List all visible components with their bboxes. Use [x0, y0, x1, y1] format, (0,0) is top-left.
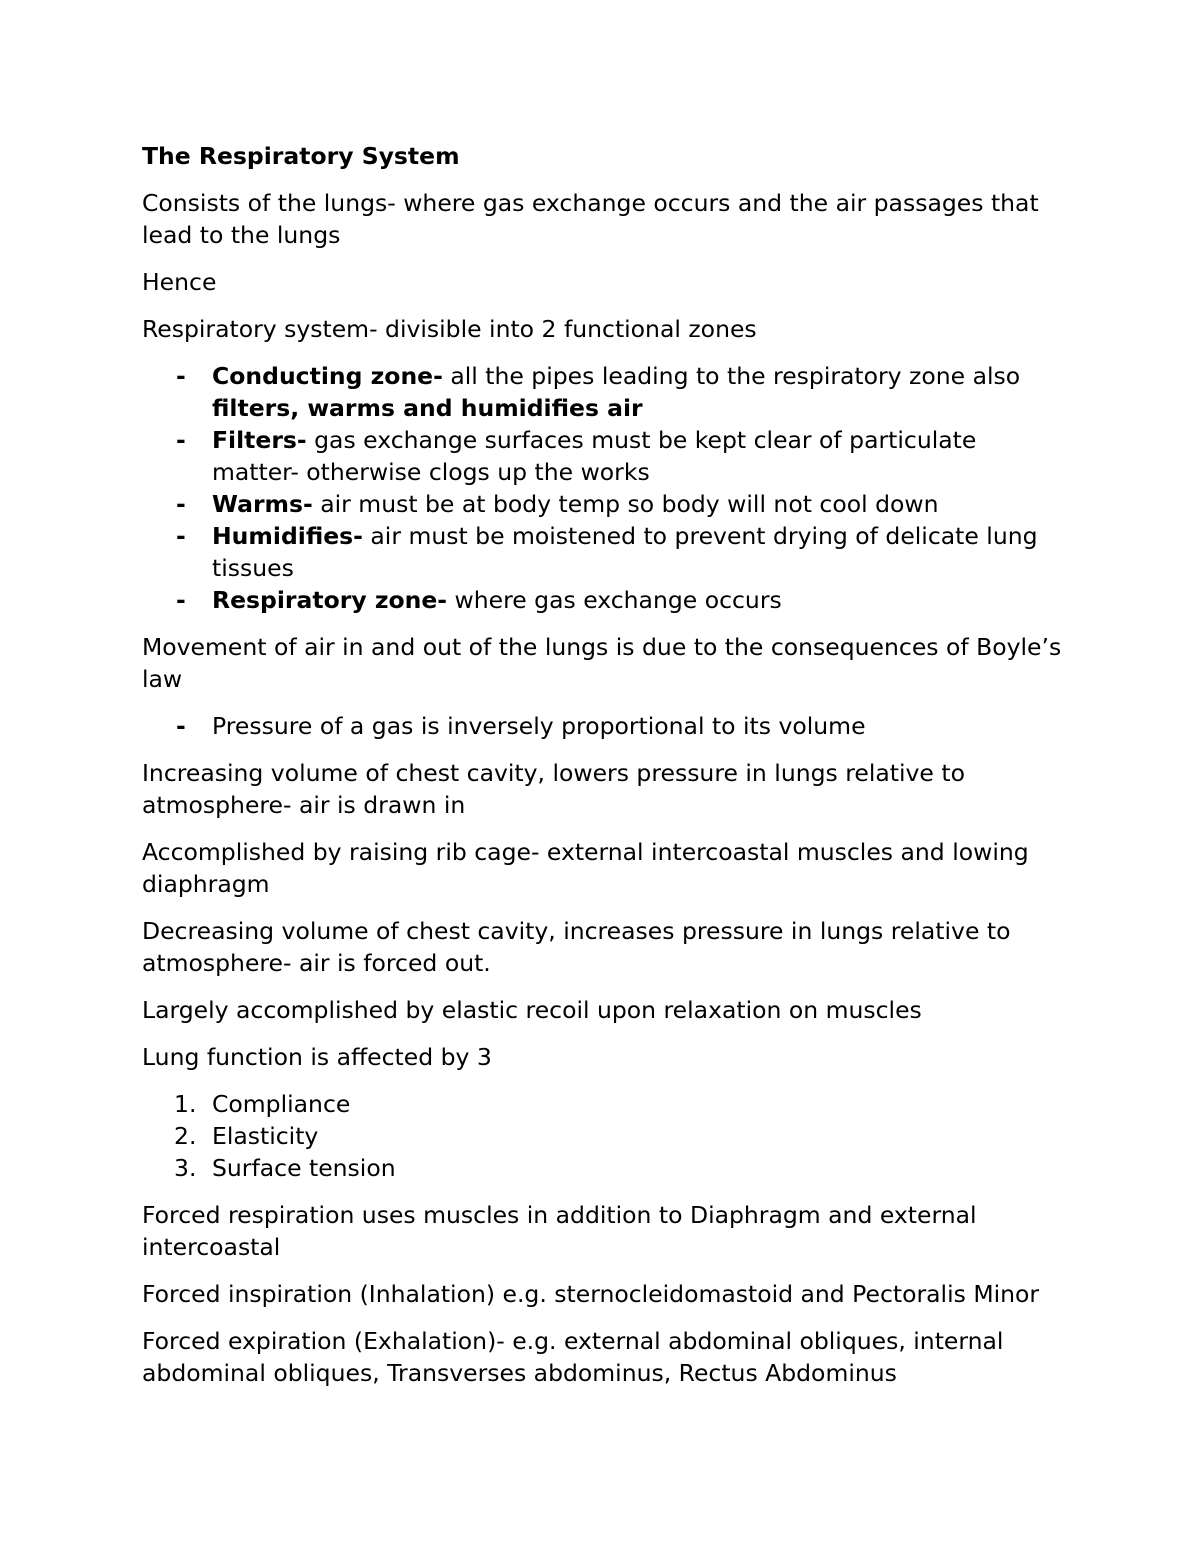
paragraph-functional-zones: Respiratory system- divisible into 2 functional zones [142, 315, 757, 343]
list-item-conducting-zone [142, 360, 1062, 424]
list-item-surface-tension [142, 1152, 1062, 1184]
term-conducting-zone: Conducting zone- [212, 362, 443, 390]
paragraph-boyles-law: Movement of air in and out of the lungs is due to the consequences of Boyle’s law [142, 633, 1062, 693]
list-item-compliance [142, 1088, 1062, 1120]
term-humidifies: Humidifies- [212, 522, 363, 550]
list-item-pressure [142, 710, 1062, 742]
document-page [142, 140, 1062, 1404]
paragraph-forced-expiration: Forced expiration (Exhalation)- e.g. external abdominal obliques, internal abdominal obliques, Transverses abdominus, Rectus Abdominus [142, 1327, 1004, 1387]
list-item-filters [142, 424, 1062, 488]
dash-bullet: - [176, 586, 186, 614]
list-item-text: all the pipes leading to the respiratory zone also [442, 362, 1021, 390]
dash-bullet: - [176, 362, 186, 390]
list-item-humidifies [142, 520, 1062, 584]
document-title: The Respiratory System [142, 142, 460, 170]
list-item-text: air must be moistened to prevent drying of delicate lung tissues [212, 522, 1038, 582]
term-filters: Filters- [212, 426, 307, 454]
list-item-text: Elasticity [212, 1122, 319, 1150]
term-filters-warms-humidifies: filters, warms and humidifies air [212, 394, 643, 422]
list-item-text: air must be at body temp so body will not cool down [312, 490, 939, 518]
paragraph-increasing-volume: Increasing volume of chest cavity, lowers pressure in lungs relative to atmosphere- air is drawn in [142, 759, 965, 819]
list-item-elasticity [142, 1120, 1062, 1152]
list-item-text: Surface tension [212, 1154, 396, 1182]
list-item-text: Pressure of a gas is inversely proportional to its volume [212, 712, 866, 740]
term-respiratory-zone: Respiratory zone- [212, 586, 448, 614]
paragraph-forced-inspiration: Forced inspiration (Inhalation) e.g. sternocleidomastoid and Pectoralis Minor [142, 1280, 1040, 1308]
dash-bullet: - [176, 490, 186, 518]
list-item-text: gas exchange surfaces must be kept clear of particulate matter- otherwise clogs up the works [212, 426, 977, 486]
number-marker: 3. [174, 1154, 197, 1182]
paragraph-elastic-recoil: Largely accomplished by elastic recoil upon relaxation on muscles [142, 996, 922, 1024]
boyle-list [142, 710, 1062, 742]
zones-list [142, 360, 1062, 616]
dash-bullet: - [176, 712, 186, 740]
list-item-text: where gas exchange occurs [447, 586, 782, 614]
term-warms: Warms- [212, 490, 313, 518]
number-marker: 1. [174, 1090, 197, 1118]
paragraph-lung-function: Lung function is affected by 3 [142, 1043, 492, 1071]
dash-bullet: - [176, 426, 186, 454]
factors-list [142, 1088, 1062, 1184]
paragraph-forced-respiration: Forced respiration uses muscles in addition to Diaphragm and external intercoastal [142, 1201, 977, 1261]
list-item-warms [142, 488, 1062, 520]
paragraph-hence: Hence [142, 268, 217, 296]
list-item-text: Compliance [212, 1090, 351, 1118]
paragraph-decreasing-volume: Decreasing volume of chest cavity, increases pressure in lungs relative to atmosphere- air is forced out. [142, 917, 1011, 977]
list-item-respiratory-zone [142, 584, 1062, 616]
dash-bullet: - [176, 522, 186, 550]
number-marker: 2. [174, 1122, 197, 1150]
paragraph-consists: Consists of the lungs- where gas exchange occurs and the air passages that lead to the lungs [142, 189, 1039, 249]
paragraph-rib-cage: Accomplished by raising rib cage- external intercoastal muscles and lowing diaphragm [142, 838, 1029, 898]
